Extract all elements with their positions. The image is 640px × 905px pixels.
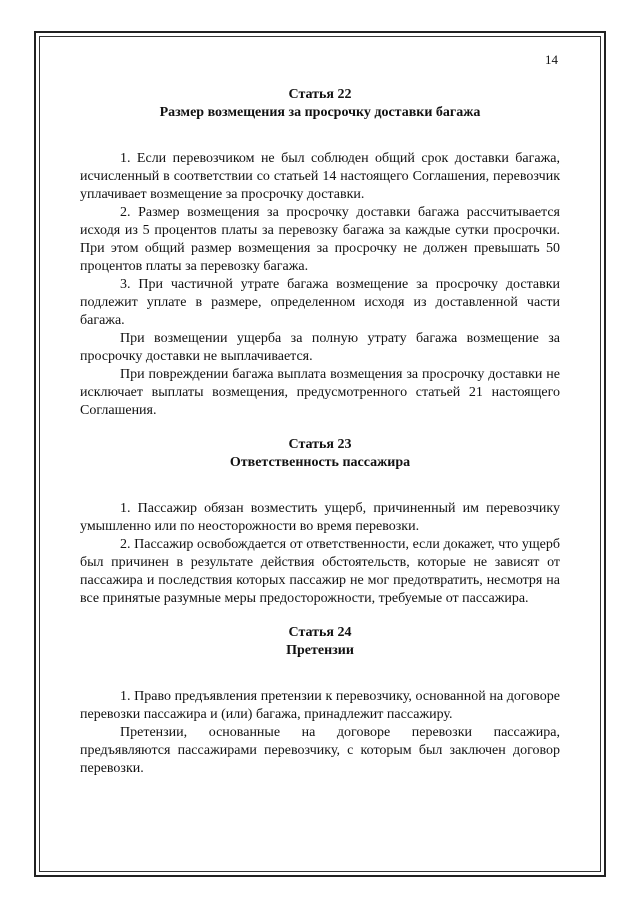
article-23	[80, 436, 560, 608]
article-22	[80, 86, 560, 420]
paragraph: 1. Право предъявления претензии к перевозчику, основанной на договоре перевозки пассажира и (или) багажа, принадлежит пассажиру.	[80, 689, 560, 722]
article-title: Размер возмещения за просрочку доставки багажа	[159, 105, 481, 120]
paragraph: При повреждении багажа выплата возмещения за просрочку доставки не исключает выплаты возмещения, предусмотренного статьей 21 настоящего Соглашения.	[80, 367, 560, 418]
paragraph: 3. При частичной утрате багажа возмещение за просрочку доставки подлежит уплате в размере, определенном исходя из доставленной части багажа.	[80, 277, 560, 328]
paragraph: 2. Пассажир освобождается от ответственности, если докажет, что ущерб был причинен в результате действия обстоятельств, которые не зависят от пассажира и последствия которых пассажир не мог предотвратить, несмотря на все принятые разумные меры предосторожности, требуемые от пассажира.	[80, 537, 560, 606]
page-number: 14	[545, 52, 558, 67]
document-body	[80, 86, 560, 778]
paragraph: 1. Если перевозчиком не был соблюден общий срок доставки багажа, исчисленный в соответствии со статьей 14 настоящего Соглашения, перевозчик уплачивает возмещение за просрочку доставки.	[80, 151, 560, 202]
article-number: Статья 23	[288, 437, 352, 452]
article-title: Претензии	[286, 643, 354, 658]
paragraph: 1. Пассажир обязан возместить ущерб, причиненный им перевозчику умышленно или по неосторожности во время перевозки.	[80, 501, 560, 534]
paragraph: 2. Размер возмещения за просрочку доставки багажа рассчитывается исходя из 5 процентов платы за перевозку багажа за каждые сутки просрочки. При этом общий размер возмещения за просрочку не должен превышать 50 процентов платы за перевозку багажа.	[80, 205, 560, 274]
article-24	[80, 624, 560, 778]
article-title: Ответственность пассажира	[229, 455, 411, 470]
article-number: Статья 24	[288, 625, 352, 640]
paragraph: Претензии, основанные на договоре перевозки пассажира, предъявляются пассажирами перевозчику, с которым был заключен договор перевозки.	[80, 725, 560, 776]
article-number: Статья 22	[288, 87, 352, 102]
paragraph: При возмещении ущерба за полную утрату багажа возмещение за просрочку доставки не выплачивается.	[80, 331, 560, 364]
